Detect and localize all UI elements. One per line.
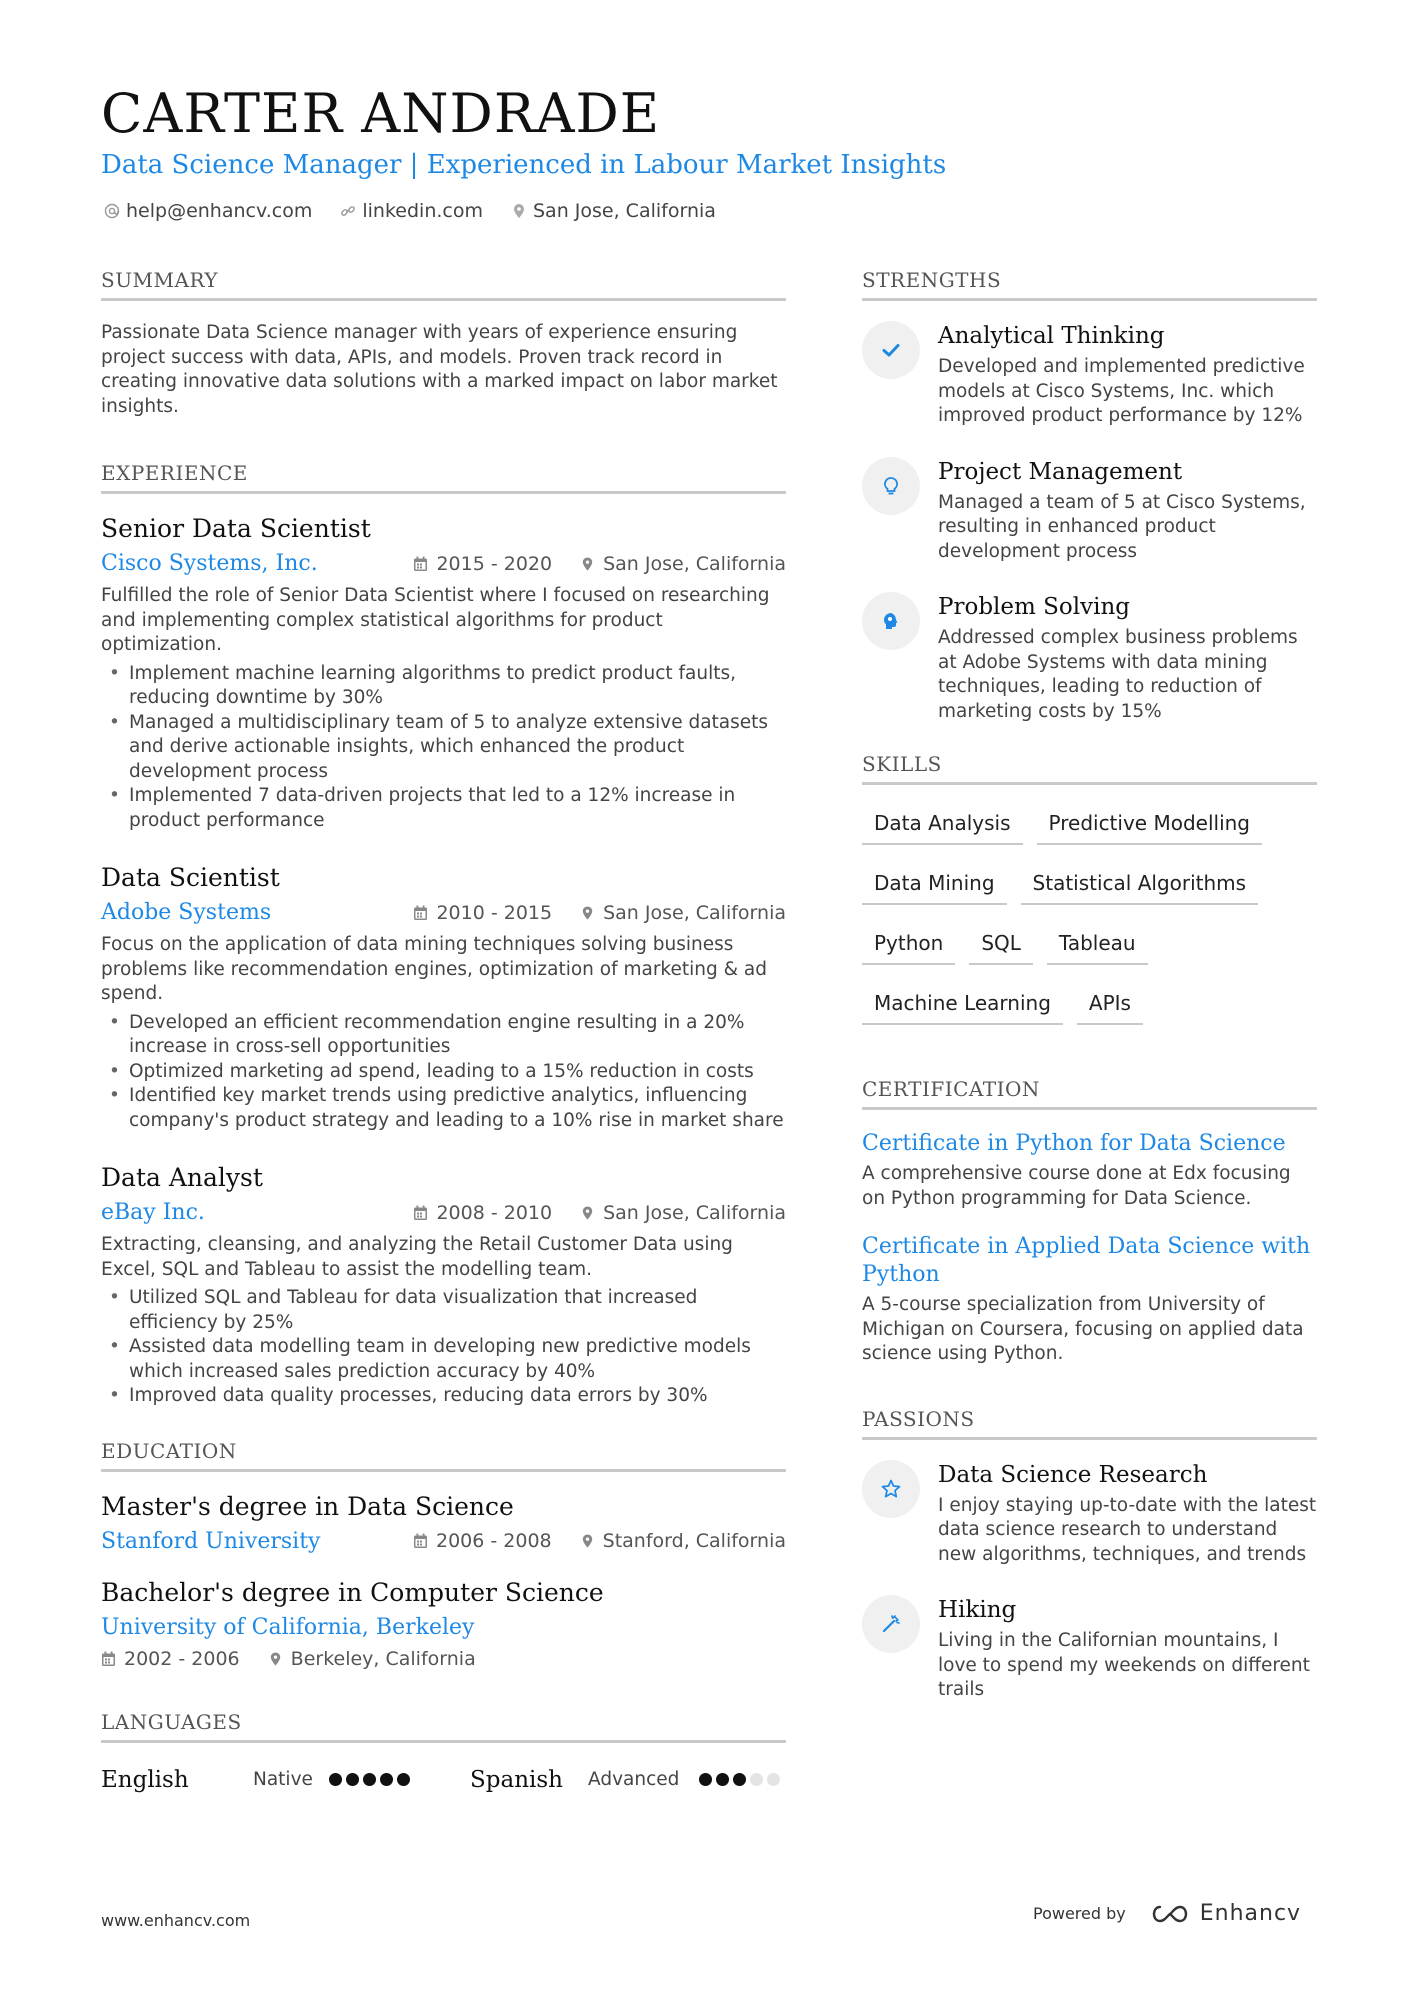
certification-section (862, 1077, 1317, 1367)
certification-text: A 5-course specialization from University of Michigan on Coursera, focusing on applied data science using Python. (862, 1294, 1304, 1364)
passion-text: I enjoy staying up-to-date with the latest data science research to understand new algorithms, techniques, and trends (938, 1494, 1317, 1565)
skills-title: SKILLS (862, 752, 1317, 785)
linkedin-text: linkedin.com (362, 200, 483, 222)
calendar-icon (101, 1651, 116, 1667)
job-bullet: • Developed an efficient recommendation engine resulting in a 20% increase in cross-sell opportunities (101, 1011, 786, 1060)
dates-text: 2008 - 2010 (436, 1201, 553, 1224)
brand-name: Enhancv (1199, 1901, 1302, 1926)
certification-text: A comprehensive course done at Edx focusing on Python programming for Data Science. (862, 1163, 1291, 1209)
skill-tag: SQL (969, 925, 1033, 965)
passion-title: Hiking (938, 1597, 1017, 1623)
skill-tag: Data Analysis (862, 805, 1023, 845)
skill-tag: Python (862, 925, 955, 965)
education-item (101, 1578, 786, 1670)
job-bullet: • Improved data quality processes, reducing data errors by 30% (101, 1384, 786, 1409)
footer-branding (1033, 1901, 1301, 1926)
skills-list (862, 805, 1317, 1025)
experience-title: EXPERIENCE (101, 461, 786, 494)
location-contact (511, 200, 716, 222)
experience-section (101, 461, 786, 1409)
job-bullet: • Identified key market trends using predictive analytics, influencing company's product strategy and leading to a 10% rise in market share (101, 1084, 786, 1133)
job-description: Focus on the application of data mining techniques solving business problems like recommendation engines, optimization of marketing & ad spend. (101, 934, 767, 1004)
languages-row (101, 1767, 786, 1793)
rating-dot-filled (346, 1773, 359, 1786)
degree-title: Master's degree in Data Science (101, 1491, 514, 1521)
job-description: Extracting, cleansing, and analyzing the Retail Customer Data using Excel, SQL and Tableau to assist the modelling team. (101, 1234, 733, 1280)
job-description: Fulfilled the role of Senior Data Scientist where I focused on researching and implementing complex statistical algorithms for product optimization. (101, 585, 770, 655)
skill-tag: Predictive Modelling (1037, 805, 1262, 845)
job-dates (413, 902, 552, 924)
location-text: Stanford, California (602, 1530, 786, 1552)
link-icon (340, 203, 356, 219)
school-name: University of California, Berkeley (101, 1614, 475, 1640)
summary-section (101, 268, 786, 419)
calendar-icon (413, 1533, 428, 1549)
education-title: EDUCATION (101, 1439, 786, 1472)
job-bullets (101, 1286, 786, 1409)
contact-info (104, 200, 716, 222)
map-pin-icon (268, 1651, 283, 1667)
languages-section (101, 1710, 786, 1793)
certification-title-text: Certificate in Applied Data Science with Python (862, 1234, 1311, 1287)
job-entry (101, 1163, 786, 1409)
calendar-icon (413, 905, 428, 921)
education-dates (413, 1530, 552, 1552)
education-item (101, 1492, 786, 1554)
map-pin-icon (580, 1205, 595, 1221)
map-pin-icon (511, 203, 527, 219)
strength-text: Developed and implemented predictive models at Cisco Systems, Inc. which improved product performance by 12% (938, 356, 1305, 426)
job-bullet: • Implemented 7 data-driven projects that led to a 12% increase in product performance (101, 784, 786, 833)
linkedin-contact[interactable] (340, 200, 483, 222)
job-bullet: • Utilized SQL and Tableau for data visualization that increased efficiency by 25% (101, 1286, 786, 1335)
language-rating (699, 1773, 780, 1786)
passion-title: Data Science Research (938, 1461, 1208, 1488)
job-bullet: • Implement machine learning algorithms to predict product faults, reducing downtime by 30% (101, 662, 786, 711)
rating-dot-empty (750, 1773, 763, 1786)
skills-section (862, 752, 1317, 1025)
rating-dot-filled (716, 1773, 729, 1786)
skill-tag: Statistical Algorithms (1021, 865, 1259, 905)
brain-icon (862, 592, 920, 650)
job-bullets (101, 1011, 786, 1134)
enhancv-logo-icon (1148, 1903, 1192, 1925)
job-bullet: • Optimized marketing ad spend, leading to a 15% reduction in costs (101, 1060, 786, 1085)
location-text: San Jose, California (603, 1201, 786, 1224)
strength-text: Addressed complex business problems at Adobe Systems with data mining techniques, leading to reduction of marketing costs by 15% (938, 627, 1298, 722)
rating-dot-filled (733, 1773, 746, 1786)
passions-title: PASSIONS (862, 1407, 1317, 1440)
job-title: Senior Data Scientist (101, 514, 371, 543)
languages-title: LANGUAGES (101, 1710, 786, 1743)
passion-text: Living in the Californian mountains, I love to spend my weekends on different trails (938, 1630, 1310, 1700)
job-location (580, 553, 786, 575)
strength-item (862, 592, 1317, 724)
summary-title: SUMMARY (101, 268, 786, 301)
lightbulb-icon (862, 457, 920, 515)
strength-title: Analytical Thinking (938, 323, 1165, 349)
candidate-name: CARTER ANDRADE (101, 82, 661, 145)
rating-dot-filled (363, 1773, 376, 1786)
email-contact[interactable] (104, 200, 312, 222)
star-icon (862, 1460, 920, 1518)
certification-title-text: Certificate in Python for Data Science (862, 1131, 1286, 1156)
strength-title: Problem Solving (938, 594, 1130, 620)
education-location (580, 1530, 786, 1552)
skill-tag: Data Mining (862, 865, 1007, 905)
strength-text: Managed a team of 5 at Cisco Systems, resulting in enhanced product development process (938, 491, 1306, 562)
dates-text: 2002 - 2006 (124, 1647, 240, 1670)
location-text: San Jose, California (603, 901, 786, 924)
job-dates (413, 553, 552, 575)
job-bullets (101, 662, 786, 834)
dates-text: 2015 - 2020 (436, 552, 553, 575)
language-level: Advanced (588, 1769, 680, 1790)
company-name: Adobe Systems (101, 900, 272, 925)
school-name: Stanford University (101, 1528, 321, 1554)
left-column (101, 268, 786, 1793)
language-rating (329, 1773, 470, 1786)
strength-item (862, 457, 1317, 565)
rating-dot-empty (767, 1773, 780, 1786)
email-text: help@enhancv.com (126, 200, 313, 222)
company-name: eBay Inc. (101, 1200, 205, 1225)
job-bullet: • Assisted data modelling team in developing new predictive models which increased sales prediction accuracy by 40% (101, 1335, 786, 1384)
strengths-title: STRENGTHS (862, 268, 1317, 301)
strength-item (862, 321, 1317, 429)
calendar-icon (413, 556, 428, 572)
check-icon (862, 321, 920, 379)
education-location (268, 1648, 476, 1670)
job-location (580, 902, 786, 924)
calendar-icon (413, 1205, 428, 1221)
certification-title: CERTIFICATION (862, 1077, 1317, 1110)
passions-section (862, 1407, 1317, 1703)
job-list (101, 514, 786, 1409)
skill-tag: Machine Learning (862, 985, 1063, 1025)
at-icon (104, 203, 120, 219)
certification-item (862, 1130, 1317, 1211)
map-pin-icon (580, 1533, 595, 1549)
summary-text: Passionate Data Science manager with years of experience ensuring project success with data, APIs, and models. Proven track record in creating innovative data solutions with a marked impact on labor market insights. (101, 322, 778, 417)
language-name: Spanish (470, 1766, 563, 1793)
job-dates (413, 1202, 552, 1224)
job-location (580, 1202, 786, 1224)
skill-tag: Tableau (1047, 925, 1148, 965)
map-pin-icon (580, 905, 595, 921)
job-entry (101, 514, 786, 833)
rating-dot-filled (397, 1773, 410, 1786)
strength-title: Project Management (938, 458, 1183, 485)
footer-website[interactable]: www.enhancv.com (101, 1911, 251, 1930)
enhancv-logo[interactable] (1148, 1901, 1301, 1926)
dates-text: 2006 - 2008 (435, 1530, 552, 1552)
job-title: Data Analyst (101, 1163, 263, 1192)
skill-tag: APIs (1077, 985, 1143, 1025)
job-entry (101, 863, 786, 1133)
rating-dot-filled (699, 1773, 712, 1786)
location-text: Berkeley, California (290, 1647, 476, 1670)
location-text: San Jose, California (603, 552, 786, 575)
rating-dot-filled (380, 1773, 393, 1786)
headline: Data Science Manager | Experienced in Labour Market Insights (101, 150, 947, 180)
education-section (101, 1439, 786, 1670)
language-level: Native (253, 1769, 313, 1790)
job-title: Data Scientist (101, 863, 280, 892)
certification-item (862, 1233, 1317, 1367)
dates-text: 2010 - 2015 (436, 901, 553, 924)
map-pin-icon (580, 556, 595, 572)
education-dates (101, 1648, 240, 1670)
right-column (862, 268, 1317, 1731)
job-bullet: • Managed a multidisciplinary team of 5 to analyze extensive datasets and derive actionable insights, which enhanced the product development process (101, 711, 786, 785)
rating-dot-filled (329, 1773, 342, 1786)
degree-title: Bachelor's degree in Computer Science (101, 1577, 604, 1607)
passion-item (862, 1595, 1317, 1703)
language-name: English (101, 1766, 189, 1793)
powered-by-label: Powered by (1033, 1904, 1126, 1923)
company-name: Cisco Systems, Inc. (101, 551, 318, 576)
location-text: San Jose, California (533, 200, 716, 222)
strengths-section (862, 268, 1317, 724)
hiking-icon (862, 1595, 920, 1653)
passion-item (862, 1460, 1317, 1568)
